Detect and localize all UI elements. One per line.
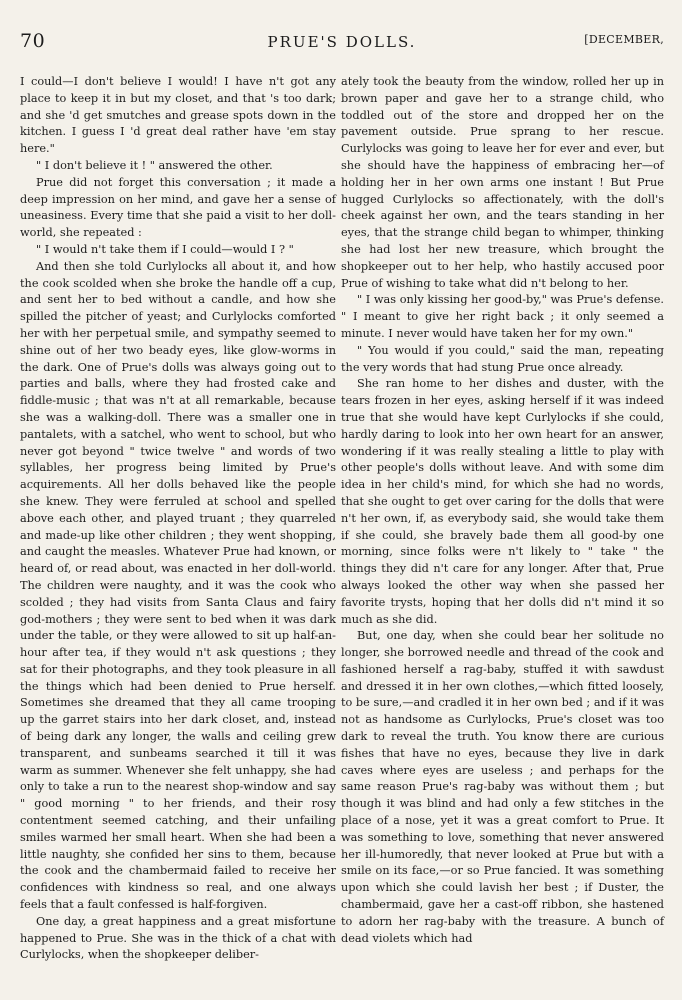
paragraph: But, one day, when she could bear her solitude no longer, she borrowed needle and thread of the cook and fashioned herself a rag-baby, stuffed it with sawdust and dressed it in her own clothes,—which fitted loosely, to be sure,—and cradled it in her own bed ; and if it was not as handsome as Curlylocks, Prue's closet was too dark to reveal the truth. You know there are curious fishes that have no eyes, because they live in dark caves where eyes are useless ; and perhaps for the same reason Prue's rag-baby was without them ; but though it was blind and had only a few stitches in the place of a nose, yet it was a great comfort to Prue. It was something to love, something that never answered her ill-humoredly, that never looked at Prue but with a smile on its face,—or so Prue fancied. It was something upon which she could lavish her best ; if Duster, the chambermaid, gave her a cast-off ribbon, she hastened to adorn her rag-baby with the treasure. A bunch of dead violets which had (341, 629, 664, 945)
paragraph: " I was only kissing her good-by," was Prue's defense. " I meant to give her right back ; it only seemed a minute. I never would have taken her for my own." (341, 293, 664, 340)
running-title: PRUE'S DOLLS. (267, 33, 417, 51)
paragraph: Prue did not forget this conversation ; it made a deep impression on her mind, and gave her a sense of uneasiness. Every time that she paid a visit to her doll-world, she repeated : (20, 175, 336, 240)
paragraph: " I would n't take them if I could—would I ? " (36, 242, 294, 256)
paragraph: " You would if you could," said the man, repeating the very words that had stung Prue once already. (341, 343, 664, 374)
paragraph: One day, a great happiness and a great misfortune happened to Prue. She was in the thick of a chat with Curlylocks, when the shopkeeper deliber- (20, 914, 336, 962)
left-column (20, 74, 336, 964)
page-header (20, 30, 664, 54)
paragraph: " I don't believe it ! " answered the other. (36, 158, 273, 172)
paragraph: She ran home to her dishes and duster, with the tears frozen in her eyes, asking herself if it was indeed true that she would have kept Curlylocks if she could, hardly daring to look into her own heart for an answer, wondering if it was really stealing a little to play with other people's dolls without leave. And with some dim idea in her child's mind, for which she had no words, that she ought to get over caring for the dolls that were n't her own, if, as everybody said, she would take them if she could, she bravely bade them all good-by one morning, since folks were n't likely to " take " the things they did n't care for any longer. After that, Prue always looked the other way when she passed her favorite trysts, hoping that her dolls did n't mind it so much as she did. (341, 377, 664, 626)
right-column (341, 74, 664, 947)
paragraph: And then she told Curlylocks all about it, and how the cook scolded when she broke the handle off a cup, and sent her to bed without a candle, and how she spilled the pitcher of yeast; and Curlylocks comforted her with her perpetual smile, and sympathy seemed to shine out of her two beady eyes, like glow-worms in the dark. One of Prue's dolls was always going out to parties and balls, where they had frosted cake and fiddle-music ; that was n't at all remarkable, because she was a walking-doll. There was a smaller one in pantalets, with a satchel, who went to school, but who never got beyond " twice twelve " and words of two syllables, her progress being limited by Prue's acquirements. All her dolls behaved like the people she knew. They were ferruled at school and spelled above each other, and played truant ; they quarreled and made-up like other children ; they went shopping, and caught the measles. Whatever Prue had known, or heard of, or read about, was enacted in her doll-world. The children were naughty, and it was the cook who scolded ; they had visits from Santa Claus and fairy god-mothers ; they were sent to bed when it was dark under the table, or they were allowed to sit up half-an-hour after tea, if they would n't ask questions ; they sat for their photographs, and they took pleasure in all the things which had been denied to Prue herself. Sometimes she dreamed that they all came trooping up the garret stairs into her dark closet, and, instead of being dark any longer, the walls and ceiling grew transparent, and sunbeams searched it till it was warm as summer. Whenever she felt unhappy, she had only to take a run to the nearest shop-window and say " good morning " to her friends, and their rosy contentment seemed catching, and their unfailing smiles warmed her small heart. When she had been a little naughty, she confided her sins to them, because the cook and the chambermaid failed to receive her confidences with kindness so real, and one always feels that a fault confessed is half-forgiven. (20, 259, 336, 912)
running-month: [DECEMBER, (584, 33, 664, 46)
paragraph: ately took the beauty from the window, rolled her up in brown paper and gave her to a strange child, who toddled out of the store and dropped her on the pavement outside. Prue sprang to her rescue. Curlylocks was going to leave her for ever and ever, but she should have the happiness of embracing her—of holding her in her own arms one instant ! But Prue hugged Curlylocks so affectionately, with the doll's cheek against her own, and the tears standing in her eyes, that the strange child began to whimper, thinking she had lost her new treasure, which brought the shopkeeper out to her help, who hastily accused poor Prue of wishing to take what did n't belong to her. (341, 75, 664, 290)
page-number: 70 (20, 30, 46, 52)
paragraph: I could—I don't believe I would! I have n't got any place to keep it in but my closet, and that 's too dark; and she 'd get smutches and grease spots down in the kitchen. I guess I 'd great deal rather have 'em stay here." (20, 75, 336, 156)
